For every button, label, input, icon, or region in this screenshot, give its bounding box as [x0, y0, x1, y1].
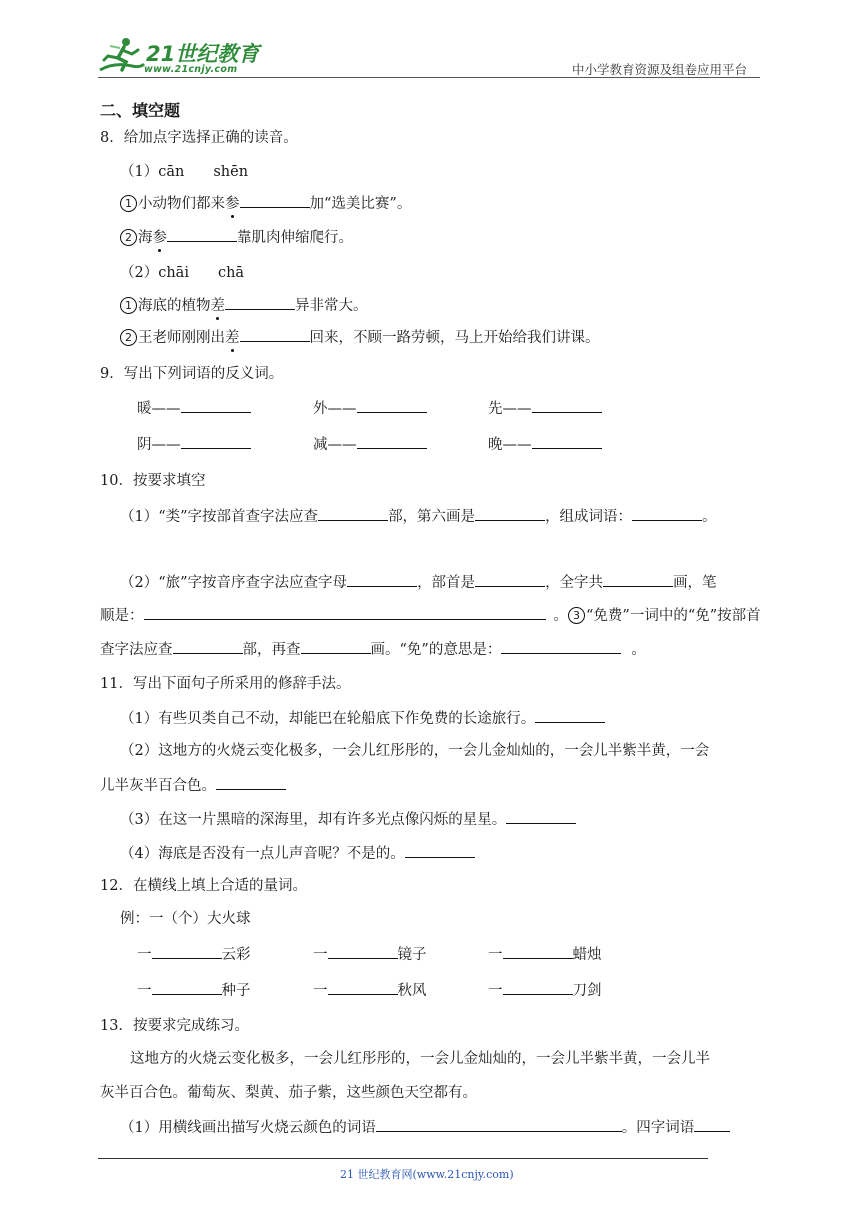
question-11-sentence-1: （1）有些贝类自己不动，却能巴在轮船底下作免费的长途旅行。 [120, 708, 605, 729]
answer-blank[interactable] [506, 809, 576, 824]
answer-blank[interactable] [152, 980, 222, 995]
question-8-stem: 8．给加点字选择正确的读音。 [100, 130, 298, 146]
measure-word-item: 一 秋风 [313, 980, 427, 1001]
runner-logo-icon [96, 36, 146, 76]
header-divider [98, 77, 760, 78]
question-12-example: 例：一（个）大火球 [120, 911, 251, 927]
measure-word-item: 一 刀剑 [488, 980, 602, 1001]
question-12-stem: 12．在横线上填上合适的量词。 [100, 878, 307, 894]
question-9-stem: 9．写出下列词语的反义词。 [100, 366, 284, 382]
answer-blank[interactable] [532, 434, 602, 449]
site-logo [96, 36, 266, 76]
question-11-sentence-2a: （2）这地方的火烧云变化极多，一会儿红彤彤的，一会儿金灿灿的，一会儿半紫半黄，一会 [120, 743, 710, 759]
question-8-item-2a: 1 海底的植物差 异非常大。 [120, 295, 368, 316]
question-13-passage-2: 灰半百合色。葡萄灰、梨黄、茄子紫，这些颜色天空都有。 [100, 1085, 477, 1101]
question-8-part2-label: （2）chāi chā [120, 265, 245, 281]
footer-text: 21 世纪教育网(www.21cnjy.com) [340, 1168, 514, 1181]
answer-blank[interactable] [503, 944, 573, 959]
answer-blank[interactable] [328, 944, 398, 959]
antonym-item: 阴—— [137, 434, 251, 455]
answer-blank[interactable] [181, 434, 251, 449]
antonym-item: 先—— [488, 398, 602, 419]
question-10-line-2: （2）“旅”字按音序查字法应查字母 ，部首是 ，全字共 画，笔 [120, 572, 717, 593]
answer-blank[interactable] [173, 639, 243, 654]
logo-text: 21世纪教育 [146, 42, 260, 66]
answer-blank[interactable] [357, 434, 427, 449]
answer-blank[interactable] [535, 708, 605, 723]
question-13-stem: 13．按要求完成练习。 [100, 1018, 249, 1034]
question-10-line-1: （1）“类”字按部首查字法应查 部，第六画是 ，组成词语： 。 [120, 506, 717, 527]
circled-number: 3 [568, 607, 585, 624]
answer-blank[interactable] [503, 980, 573, 995]
question-11-sentence-4: （4）海底是否没有一点儿声音呢？不是的。 [120, 843, 475, 864]
question-8-part1-label: （1）cān shēn [120, 164, 249, 180]
answer-blank[interactable] [144, 605, 546, 620]
answer-blank[interactable] [501, 639, 621, 654]
answer-blank[interactable] [216, 775, 286, 790]
measure-word-item: 一 种子 [137, 980, 251, 1001]
question-11-sentence-2b: 儿半灰半百合色。 [100, 775, 286, 796]
circled-number: 1 [120, 297, 137, 314]
question-11-stem: 11．写出下面句子所采用的修辞手法。 [100, 676, 351, 692]
answer-blank[interactable] [167, 227, 237, 242]
antonym-item: 外—— [313, 398, 427, 419]
answer-blank[interactable] [532, 398, 602, 413]
answer-blank[interactable] [632, 506, 702, 521]
answer-blank[interactable] [152, 944, 222, 959]
antonym-item: 晚—— [488, 434, 602, 455]
question-10-line-4: 查字法应查 部，再查 画。“免”的意思是： 。 [100, 639, 646, 660]
answer-blank[interactable] [603, 572, 673, 587]
measure-word-item: 一 蜡烛 [488, 944, 602, 965]
question-10-line-3: 顺是： 。 3 “免费”一词中的“免”按部首 [100, 605, 761, 626]
header-tagline: 中小学教育资源及组卷应用平台 [572, 62, 748, 77]
logo-url: www.21cnjy.com [144, 64, 238, 75]
footer-divider [98, 1158, 708, 1159]
answer-blank[interactable] [357, 398, 427, 413]
answer-blank[interactable] [318, 506, 388, 521]
question-13-task-1: （1）用横线画出描写火烧云颜色的词语 。四字词语 [120, 1117, 730, 1138]
circled-number: 2 [120, 329, 137, 346]
answer-blank[interactable] [240, 327, 310, 342]
question-8-item-2b: 2 王老师刚刚出差 回来，不顾一路劳顿，马上开始给我们讲课。 [120, 327, 600, 348]
antonym-item: 减—— [313, 434, 427, 455]
answer-blank[interactable] [328, 980, 398, 995]
question-8-item-1a: 1 小动物们都来参 加“选美比赛”。 [120, 193, 411, 214]
answer-blank[interactable] [301, 639, 371, 654]
circled-number: 2 [120, 229, 137, 246]
answer-blank[interactable] [347, 572, 417, 587]
section-title: 二、填空题 [100, 101, 181, 120]
answer-blank[interactable] [181, 398, 251, 413]
answer-blank[interactable] [225, 295, 295, 310]
measure-word-item: 一 镜子 [313, 944, 427, 965]
answer-blank[interactable] [475, 506, 545, 521]
answer-blank[interactable] [405, 843, 475, 858]
answer-blank[interactable] [475, 572, 545, 587]
question-11-sentence-3: （3）在这一片黑暗的深海里，却有许多光点像闪烁的星星。 [120, 809, 576, 830]
answer-blank[interactable] [694, 1117, 730, 1132]
answer-blank[interactable] [240, 193, 310, 208]
antonym-item: 暖—— [137, 398, 251, 419]
question-13-passage-1: 这地方的火烧云变化极多，一会儿红彤彤的，一会儿金灿灿的，一会儿半紫半黄，一会儿半 [130, 1051, 710, 1067]
question-10-stem: 10．按要求填空 [100, 473, 206, 489]
answer-blank[interactable] [376, 1117, 622, 1132]
circled-number: 1 [120, 195, 137, 212]
question-8-item-1b: 2 海参 靠肌肉伸缩爬行。 [120, 227, 353, 248]
measure-word-item: 一 云彩 [137, 944, 251, 965]
